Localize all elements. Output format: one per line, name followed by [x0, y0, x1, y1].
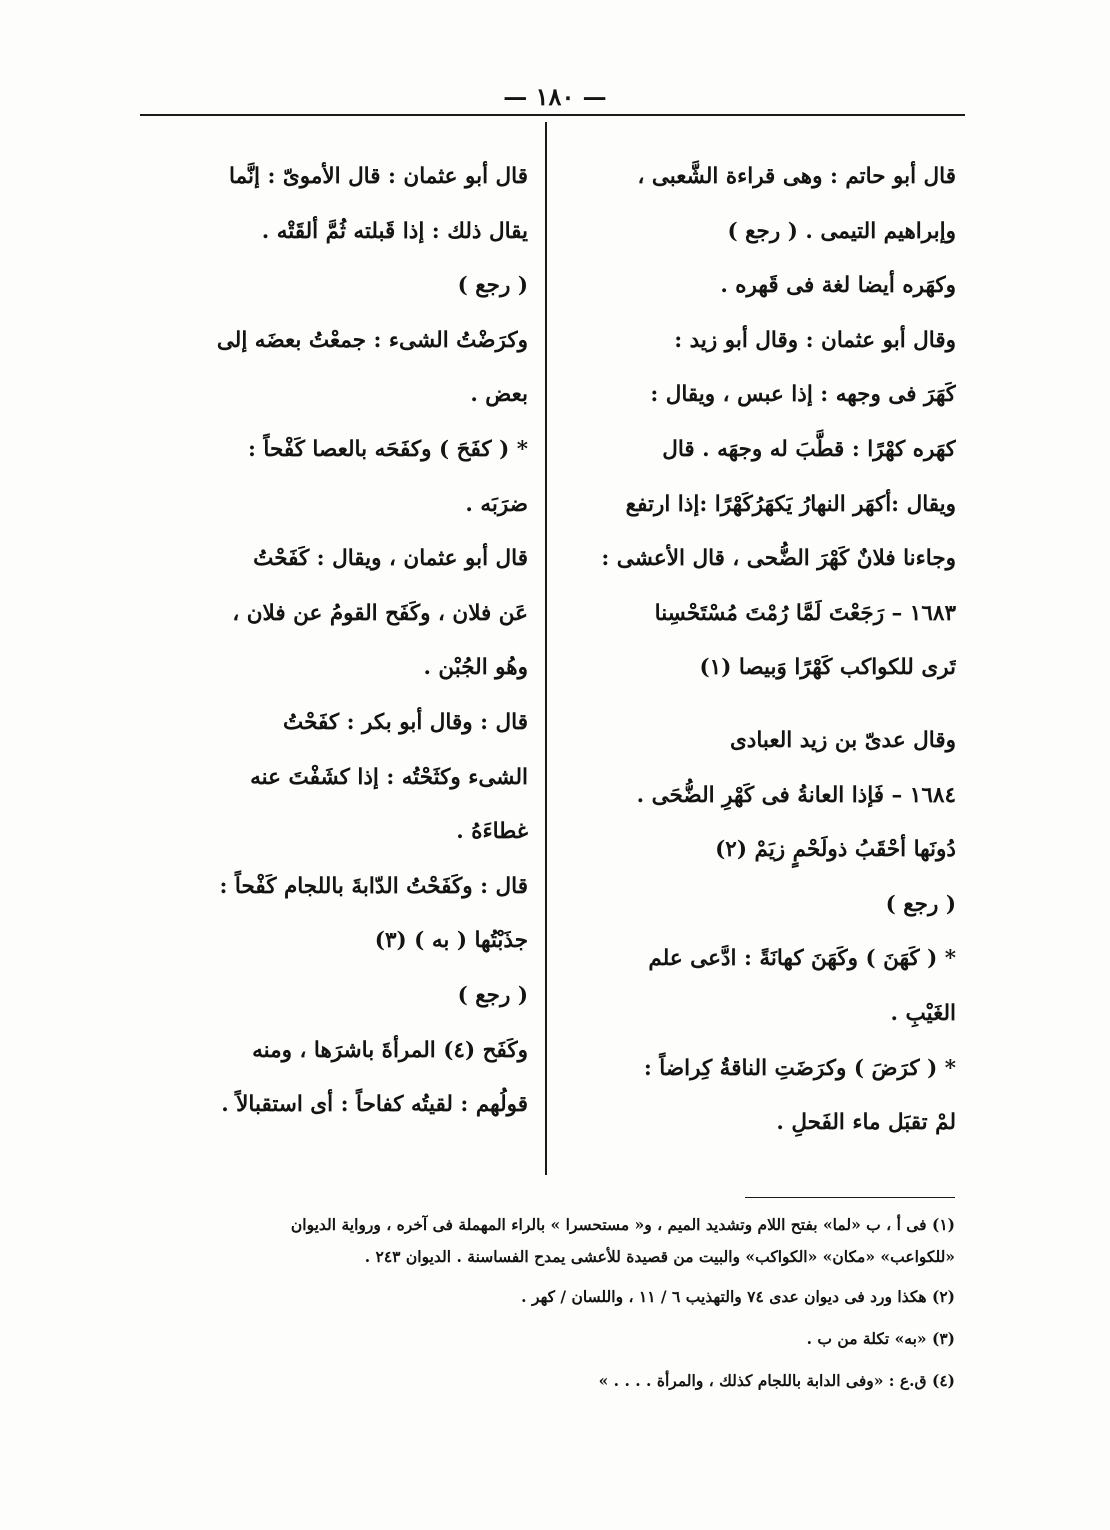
text-line: يقال ذلك : إذا قَبلته ثُمَّ ألقَتْه .	[261, 218, 528, 244]
footnote: (٢) هكذا ورد فى ديوان عدى ٧٤ والتهذيب ٦ / ١١ ، واللسان / كهر .	[521, 1287, 955, 1306]
text-line: وقال عدىّ بن زيد العبادى	[729, 727, 956, 753]
text-line: وكَفَح (٤) المرأةَ باشرَها ، ومنه	[252, 1037, 528, 1063]
page-number: — ١٨٠ —	[503, 82, 607, 111]
text-line: وكرَضْتُ الشىء : جمعْتُ بعضَه إلى	[216, 327, 528, 353]
text-line: الغَيْبِ .	[890, 1000, 956, 1026]
text-line: بعض .	[470, 382, 528, 408]
entry-heading-line: * ( كرَضَ ) وكرَضَتِ الناقةُ كِراضاً :	[643, 1055, 956, 1081]
verse-line: دُونَها أحْقَبُ ذولَحْمٍ زيَمْ (٢)	[715, 837, 956, 863]
text-line: عَن فلان ، وكَفَح القومُ عن فلان ،	[232, 600, 528, 626]
text-line: قولُهم : لقيتُه كفاحاً : أى استقبالاً .	[221, 1092, 528, 1118]
return-marker: ( رجع )	[457, 982, 528, 1008]
footnote: (٤) ق.ع : «وفى الدابة باللجام كذلك ، والمرأة . . . . »	[598, 1371, 955, 1390]
header-rule	[140, 114, 965, 116]
verse-line: ١٦٨٤ – فَإذا العانةُ فى كَهْرِ الضُّحَى .	[636, 782, 956, 808]
text-line: قال : وكَفَحْتُ الدّابةَ باللجام كَفْحاً :	[219, 873, 528, 899]
text-line: وجاءنا فلانٌ كَهْرَ الضُّحى ، قال الأعشى :	[601, 546, 956, 572]
text-line: قال : وقال أبو بكر : كفَحْتُ	[283, 709, 528, 735]
column-divider	[545, 122, 547, 1175]
return-marker: ( رجع )	[885, 891, 956, 917]
text-line: قال أبو حاتم : وهى قراءة الشَّعبى ،	[637, 164, 956, 189]
text-line: ضرَبَه .	[465, 491, 528, 517]
footnote: (١) فى أ ، ب «لما» بفتح اللام وتشديد الميم ، و« مستحسرا » بالراء المهملة فى آخره ، ورواية الديوان	[290, 1215, 955, 1234]
text-line: وهُو الجُبْن .	[423, 655, 528, 681]
text-line: ويقال :أكهَر النهارُ يَكهَرُكَهْرًا :إذا ارتفع	[625, 491, 956, 517]
text-line: قال أبو عثمان ، ويقال : كَفَحْتُ	[253, 546, 528, 572]
verse-line: تَرى للكواكب كَهْرًا وَبيصا (١)	[699, 655, 956, 681]
footnotes	[120, 1208, 955, 1398]
return-marker: ( رجع )	[457, 273, 528, 299]
left-column	[138, 150, 528, 1133]
text-line: وكهَره أيضا لغة فى قَهره .	[720, 273, 956, 299]
verse-line: ١٦٨٣ – رَجَعْتَ لَمَّا رُمْتَ مُسْتَحْسِنا	[654, 600, 956, 626]
text-line: غطاءَهُ .	[456, 819, 528, 845]
footnote-continuation: «للكواعب» «مكان» «الكواكب» والبيت من قصيدة للأعشى يمدح الفساسنة . الديوان ٢٤٣ .	[364, 1247, 955, 1266]
entry-heading-line: * ( كفَحَ ) وكفَحَه بالعصا كَفْحاً :	[247, 436, 528, 462]
text-line: لمْ تقبَل ماء الفَحلِ .	[776, 1110, 956, 1136]
text-line: وإبراهيم التيمى . ( رجع )	[727, 218, 956, 244]
text-line: الشىء وكثَحْتُه : إذا كشَفْتَ عنه	[250, 764, 528, 790]
text-line: وقال أبو عثمان : وقال أبو زيد :	[674, 327, 956, 353]
text-line: قال أبو عثمان : قال الأموىّ : إنَّما	[229, 164, 528, 189]
footnote-rule	[745, 1197, 955, 1198]
text-line: كهَره كهْرًا : قطَّبَ له وجهَه . قال	[662, 436, 956, 462]
text-line: جذَبْتُها ( به ) (٣)	[374, 928, 528, 954]
right-column	[566, 150, 956, 1151]
text-line: كَهَرَ فى وجهه : إذا عبس ، ويقال :	[650, 382, 956, 408]
footnote: (٣) «به» تكلة من ب .	[806, 1329, 955, 1348]
entry-heading-line: * ( كَهَنَ ) وكَهَنَ كهانَةً : ادَّعى علم	[648, 946, 956, 972]
